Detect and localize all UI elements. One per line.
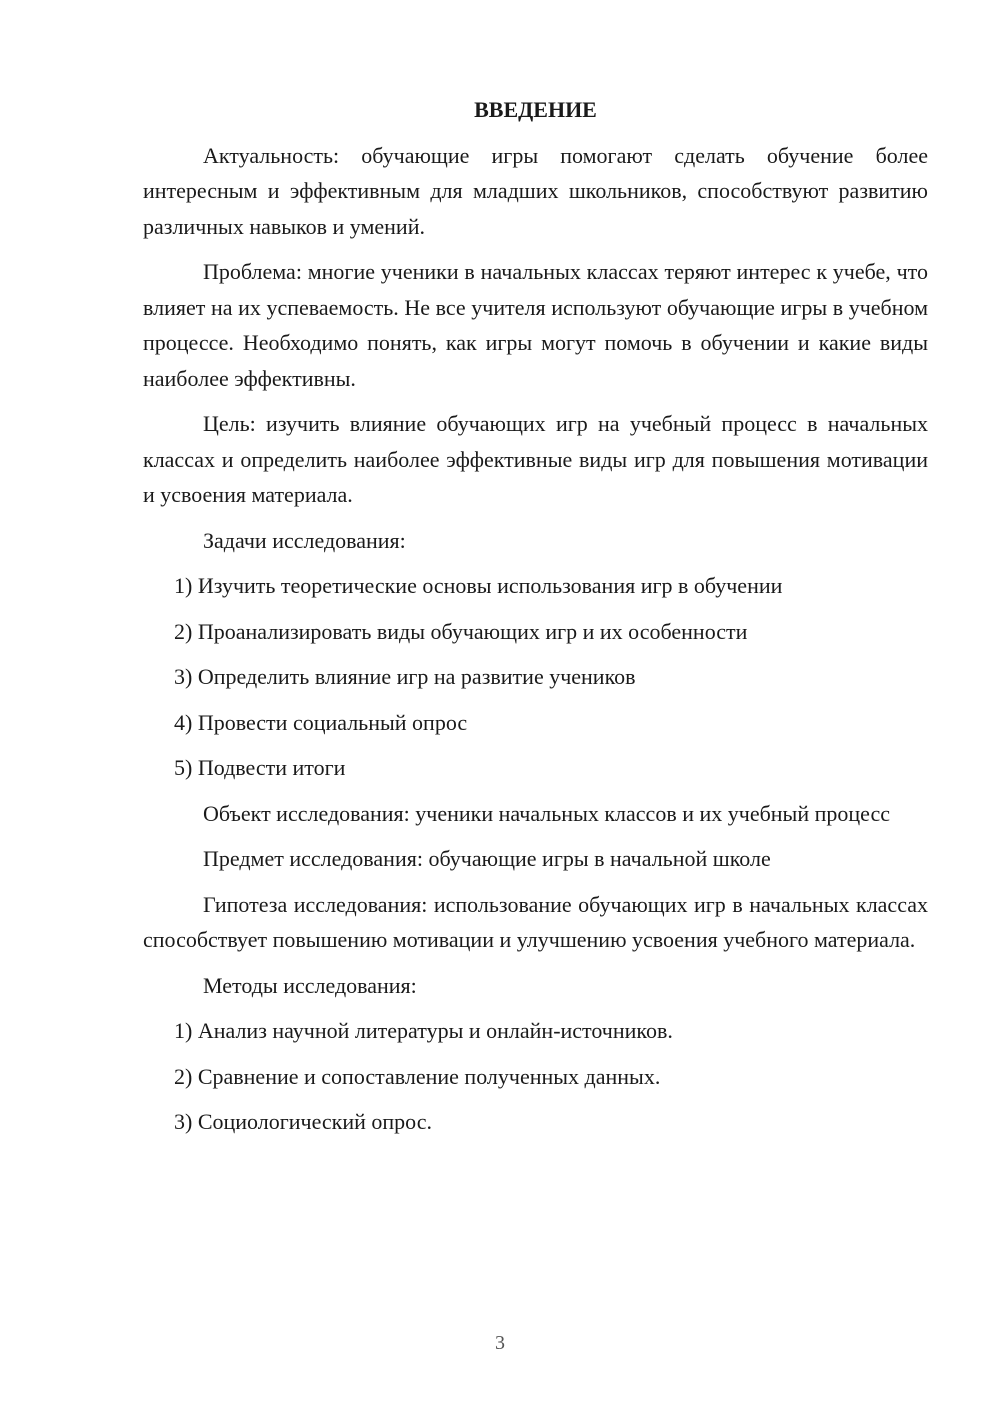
list-item: 2) Сравнение и сопоставление полученных данных. xyxy=(174,1063,661,1089)
hypothesis-paragraph: Гипотеза исследования: использование обучающих игр в начальных классах способствует повышению мотивации и улучшению усвоения учебного материала. xyxy=(143,891,928,952)
list-item: 5) Подвести итоги xyxy=(174,755,346,780)
methods-list xyxy=(143,1013,928,1140)
document-title: ВВЕДЕНИЕ xyxy=(474,97,597,122)
goal-paragraph: Цель: изучить влияние обучающих игр на учебный процесс в начальных классах и определить наиболее эффективные виды игр для повышения мотивации и усвоения материала. xyxy=(143,411,928,507)
methods-heading: Методы исследования: xyxy=(203,972,417,998)
list-item: 1) Анализ научной литературы и онлайн-источников. xyxy=(174,1018,673,1043)
object-paragraph: Объект исследования: ученики начальных классов и их учебный процесс xyxy=(203,800,890,826)
list-item: 1) Изучить теоретические основы использования игр в обучении xyxy=(174,573,783,598)
list-item: 3) Определить влияние игр на развитие учеников xyxy=(174,664,636,689)
subject-paragraph: Предмет исследования: обучающие игры в начальной школе xyxy=(203,846,771,871)
list-item: 3) Социологический опрос. xyxy=(174,1109,432,1134)
problem-paragraph: Проблема: многие ученики в начальных классах теряют интерес к учебе, что влияет на их успеваемость. Не все учителя используют обучающие игры в учебном процессе. Необходимо понять, как игры могут помочь в обучении и какие виды наиболее эффективны. xyxy=(143,259,928,391)
tasks-list xyxy=(143,568,928,786)
list-item: 2) Проанализировать виды обучающих игр и их особенности xyxy=(174,618,748,644)
tasks-heading: Задачи исследования: xyxy=(203,527,406,553)
page-number: 3 xyxy=(495,1332,505,1354)
relevance-paragraph: Актуальность: обучающие игры помогают сделать обучение более интересным и эффективным для младших школьников, способствуют развитию различных навыков и умений. xyxy=(143,142,928,239)
list-item: 4) Провести социальный опрос xyxy=(174,709,468,735)
document-page xyxy=(143,92,928,1150)
